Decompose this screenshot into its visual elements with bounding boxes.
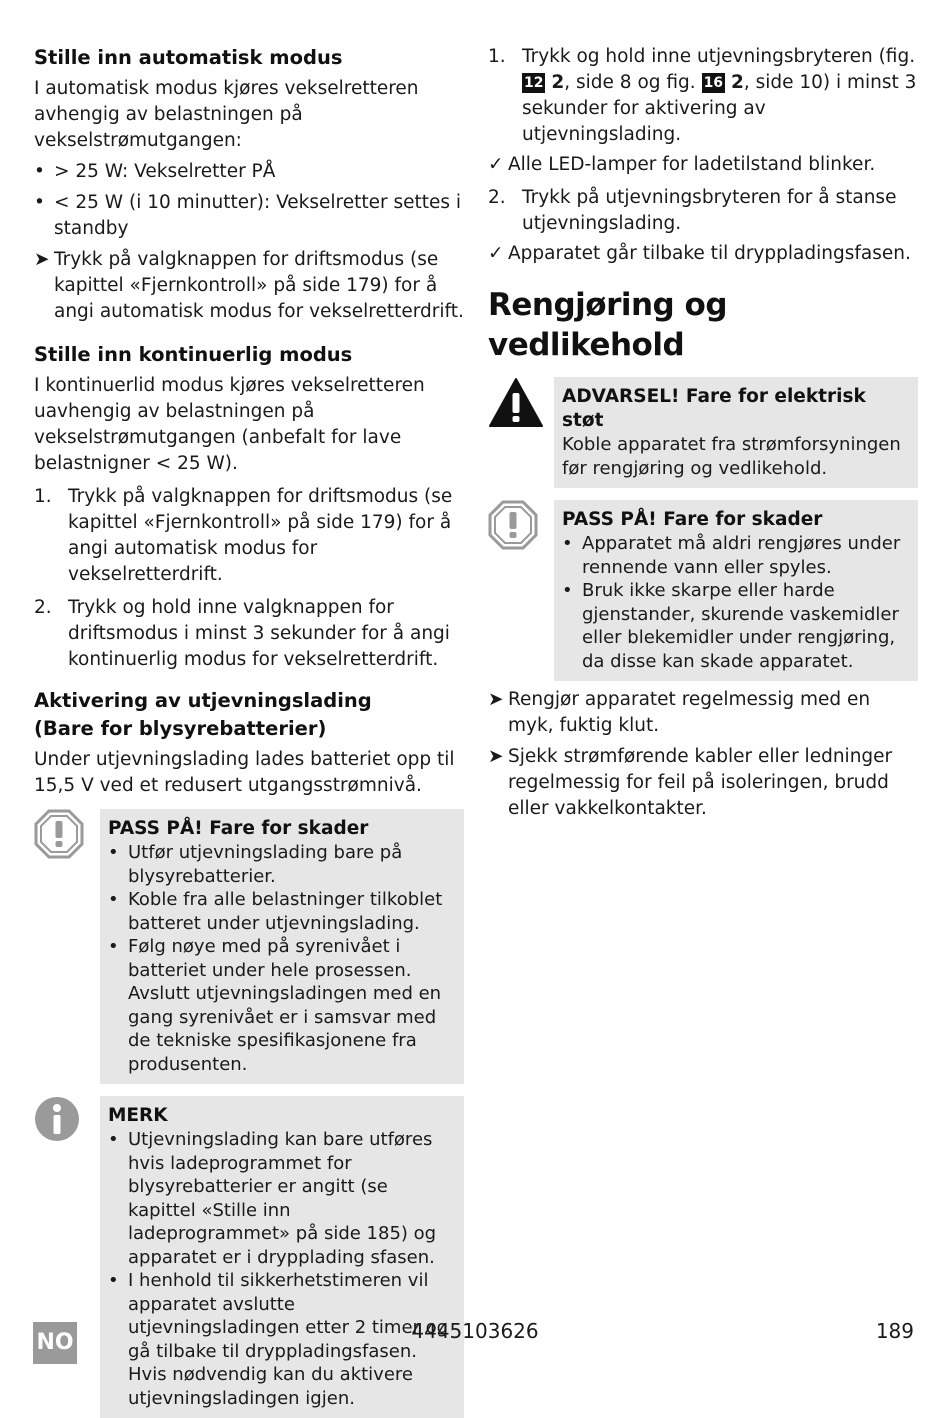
caution-title: PASS PÅ! Fare for skader — [108, 818, 369, 839]
arrow-icon: ➤ — [34, 249, 50, 270]
result-step — [488, 152, 918, 178]
action-step — [488, 687, 918, 739]
section-title-line: (Bare for blysyrebatterier) — [34, 717, 327, 740]
section-title-line: Aktivering av utjevningslading — [34, 689, 372, 712]
step-text: , side 8 og fig. — [564, 72, 696, 93]
action-text: Rengjør apparatet regelmessig med en myk, fuktig klut. — [508, 689, 871, 736]
numbered-step — [488, 44, 918, 148]
right-column — [488, 44, 918, 822]
arrow-icon: ➤ — [488, 689, 504, 710]
note-title: MERK — [108, 1105, 168, 1126]
step-text: Trykk på valgknappen for driftsmodus (se kapittel «Fjernkontroll» på side 179) for å angi automatisk modus for vekselretterdrift. — [68, 486, 453, 585]
caution-title: PASS PÅ! Fare for skader — [562, 509, 823, 530]
list-item: • Koble fra alle belastninger tilkoblet batteret under utjevningslading. — [108, 888, 456, 935]
paragraph-continuous-mode: I kontinuerlid modus kjøres vekselretteren uavhengig av belastningen på vekselstrømutgangen (anbefalt for lave belastnigner < 25 W). — [34, 375, 425, 474]
result-text: Apparatet går tilbake til dryppladingsfasen. — [508, 243, 911, 264]
caution-box — [554, 500, 918, 681]
info-circle-icon — [34, 1096, 94, 1156]
step-number: 2. — [488, 187, 506, 208]
step-text: , side 10) i minst 3 sekunder for aktivering av utjevningslading. — [522, 72, 917, 145]
numbered-step — [34, 484, 464, 588]
list-item: • > 25 W: Vekselretter PÅ — [34, 159, 464, 185]
note-box — [100, 1096, 464, 1418]
checkmark-icon: ✓ — [488, 154, 504, 175]
step-text: Trykk og hold inne utjevningsbryteren (fig. — [522, 46, 916, 67]
list-item: • Følg nøye med på syrenivået i batteriet under hele prosessen. Avslutt utjevningsladingen med en gang syrenivået er i samsvar med de tekniske spesifikasjonene fra produsenten. — [108, 935, 456, 1076]
caution-notice — [34, 809, 464, 1084]
language-badge: NO — [33, 1322, 77, 1364]
list-item: • I henhold til sikkerhetstimeren vil apparatet avslutte utjevningsladingen etter 2 timer og gå tilbake til dryppladingsfasen. Hvis nødvendig kan du aktivere utjevningsladingen igjen. — [108, 1269, 456, 1410]
checkmark-icon: ✓ — [488, 243, 504, 264]
warning-title: ADVARSEL! Fare for elektrisk støt — [562, 386, 866, 431]
action-text: Sjekk strømførende kabler eller ledninger regelmessig for feil på isoleringen, brudd eller vakkelkontakter. — [508, 746, 893, 819]
document-code: 4445103626 — [411, 1319, 539, 1343]
warning-triangle-icon — [488, 377, 548, 437]
main-section-title: Rengjøring og vedlikehold — [488, 287, 728, 363]
list-item: • Bruk ikke skarpe eller harde gjenstander, skurende vaskemidler eller blekemidler under rengjøring, da disse kan skade apparatet. — [562, 579, 910, 673]
result-text: Alle LED-lamper for ladetilstand blinker. — [508, 154, 876, 175]
warning-text: Koble apparatet fra strømforsyningen før rengjøring og vedlikehold. — [562, 434, 901, 479]
figure-number-badge: 12 — [524, 75, 544, 91]
step-number: 2. — [34, 597, 52, 618]
figure-item-number: 2 — [730, 72, 744, 93]
list-item: • Utjevningslading kan bare utføres hvis ladeprogrammet for blysyrebatterier er angitt (se kapittel «Stille inn ladeprogrammet» på side 185) og apparatet er i drypplading sfasen. — [108, 1128, 456, 1269]
step-number: 1. — [488, 46, 506, 67]
caution-exclamation-octagon-icon — [488, 500, 548, 560]
list-item: • Utfør utjevningslading bare på blysyrebatterier. — [108, 841, 456, 888]
page-number: 189 — [875, 1319, 914, 1343]
paragraph-equalization: Under utjevningslading lades batteriet opp til 15,5 V ved et redusert utgangsstrømnivå. — [34, 749, 455, 796]
list-item: • < 25 W (i 10 minutter): Vekselretter settes i standby — [34, 190, 464, 242]
action-text: Trykk på valgknappen for driftsmodus (se kapittel «Fjernkontroll» på side 179) for å angi automatisk modus for vekselretterdrift. — [54, 249, 464, 322]
result-step — [488, 241, 918, 267]
note-notice — [34, 1096, 464, 1418]
left-column — [34, 44, 464, 1418]
arrow-icon: ➤ — [488, 746, 504, 767]
paragraph-automatic-mode: I automatisk modus kjøres vekselretteren avhengig av belastningen på vekselstrømutgangen: — [34, 78, 419, 151]
numbered-step — [34, 595, 464, 673]
list-item: • Apparatet må aldri rengjøres under rennende vann eller spyles. — [562, 532, 910, 579]
caution-box — [100, 809, 464, 1084]
figure-number-badge: 16 — [703, 75, 724, 91]
action-step — [34, 247, 464, 325]
section-title-continuous-mode: Stille inn kontinuerlig modus — [34, 343, 353, 366]
caution-notice — [488, 500, 918, 681]
numbered-step — [488, 185, 918, 237]
action-step — [488, 744, 918, 822]
section-title-automatic-mode: Stille inn automatisk modus — [34, 46, 343, 69]
step-number: 1. — [34, 486, 52, 507]
caution-exclamation-octagon-icon — [34, 809, 94, 869]
section-title-equalization — [34, 687, 464, 743]
step-text: Trykk og hold inne valgknappen for driftsmodus i minst 3 sekunder for å angi kontinuerlig modus for vekselretterdrift. — [68, 597, 450, 670]
step-text: Trykk på utjevningsbryteren for å stanse utjevningslading. — [522, 187, 897, 234]
figure-item-number: 2 — [551, 72, 565, 93]
warning-notice — [488, 377, 918, 488]
warning-box — [554, 377, 918, 488]
